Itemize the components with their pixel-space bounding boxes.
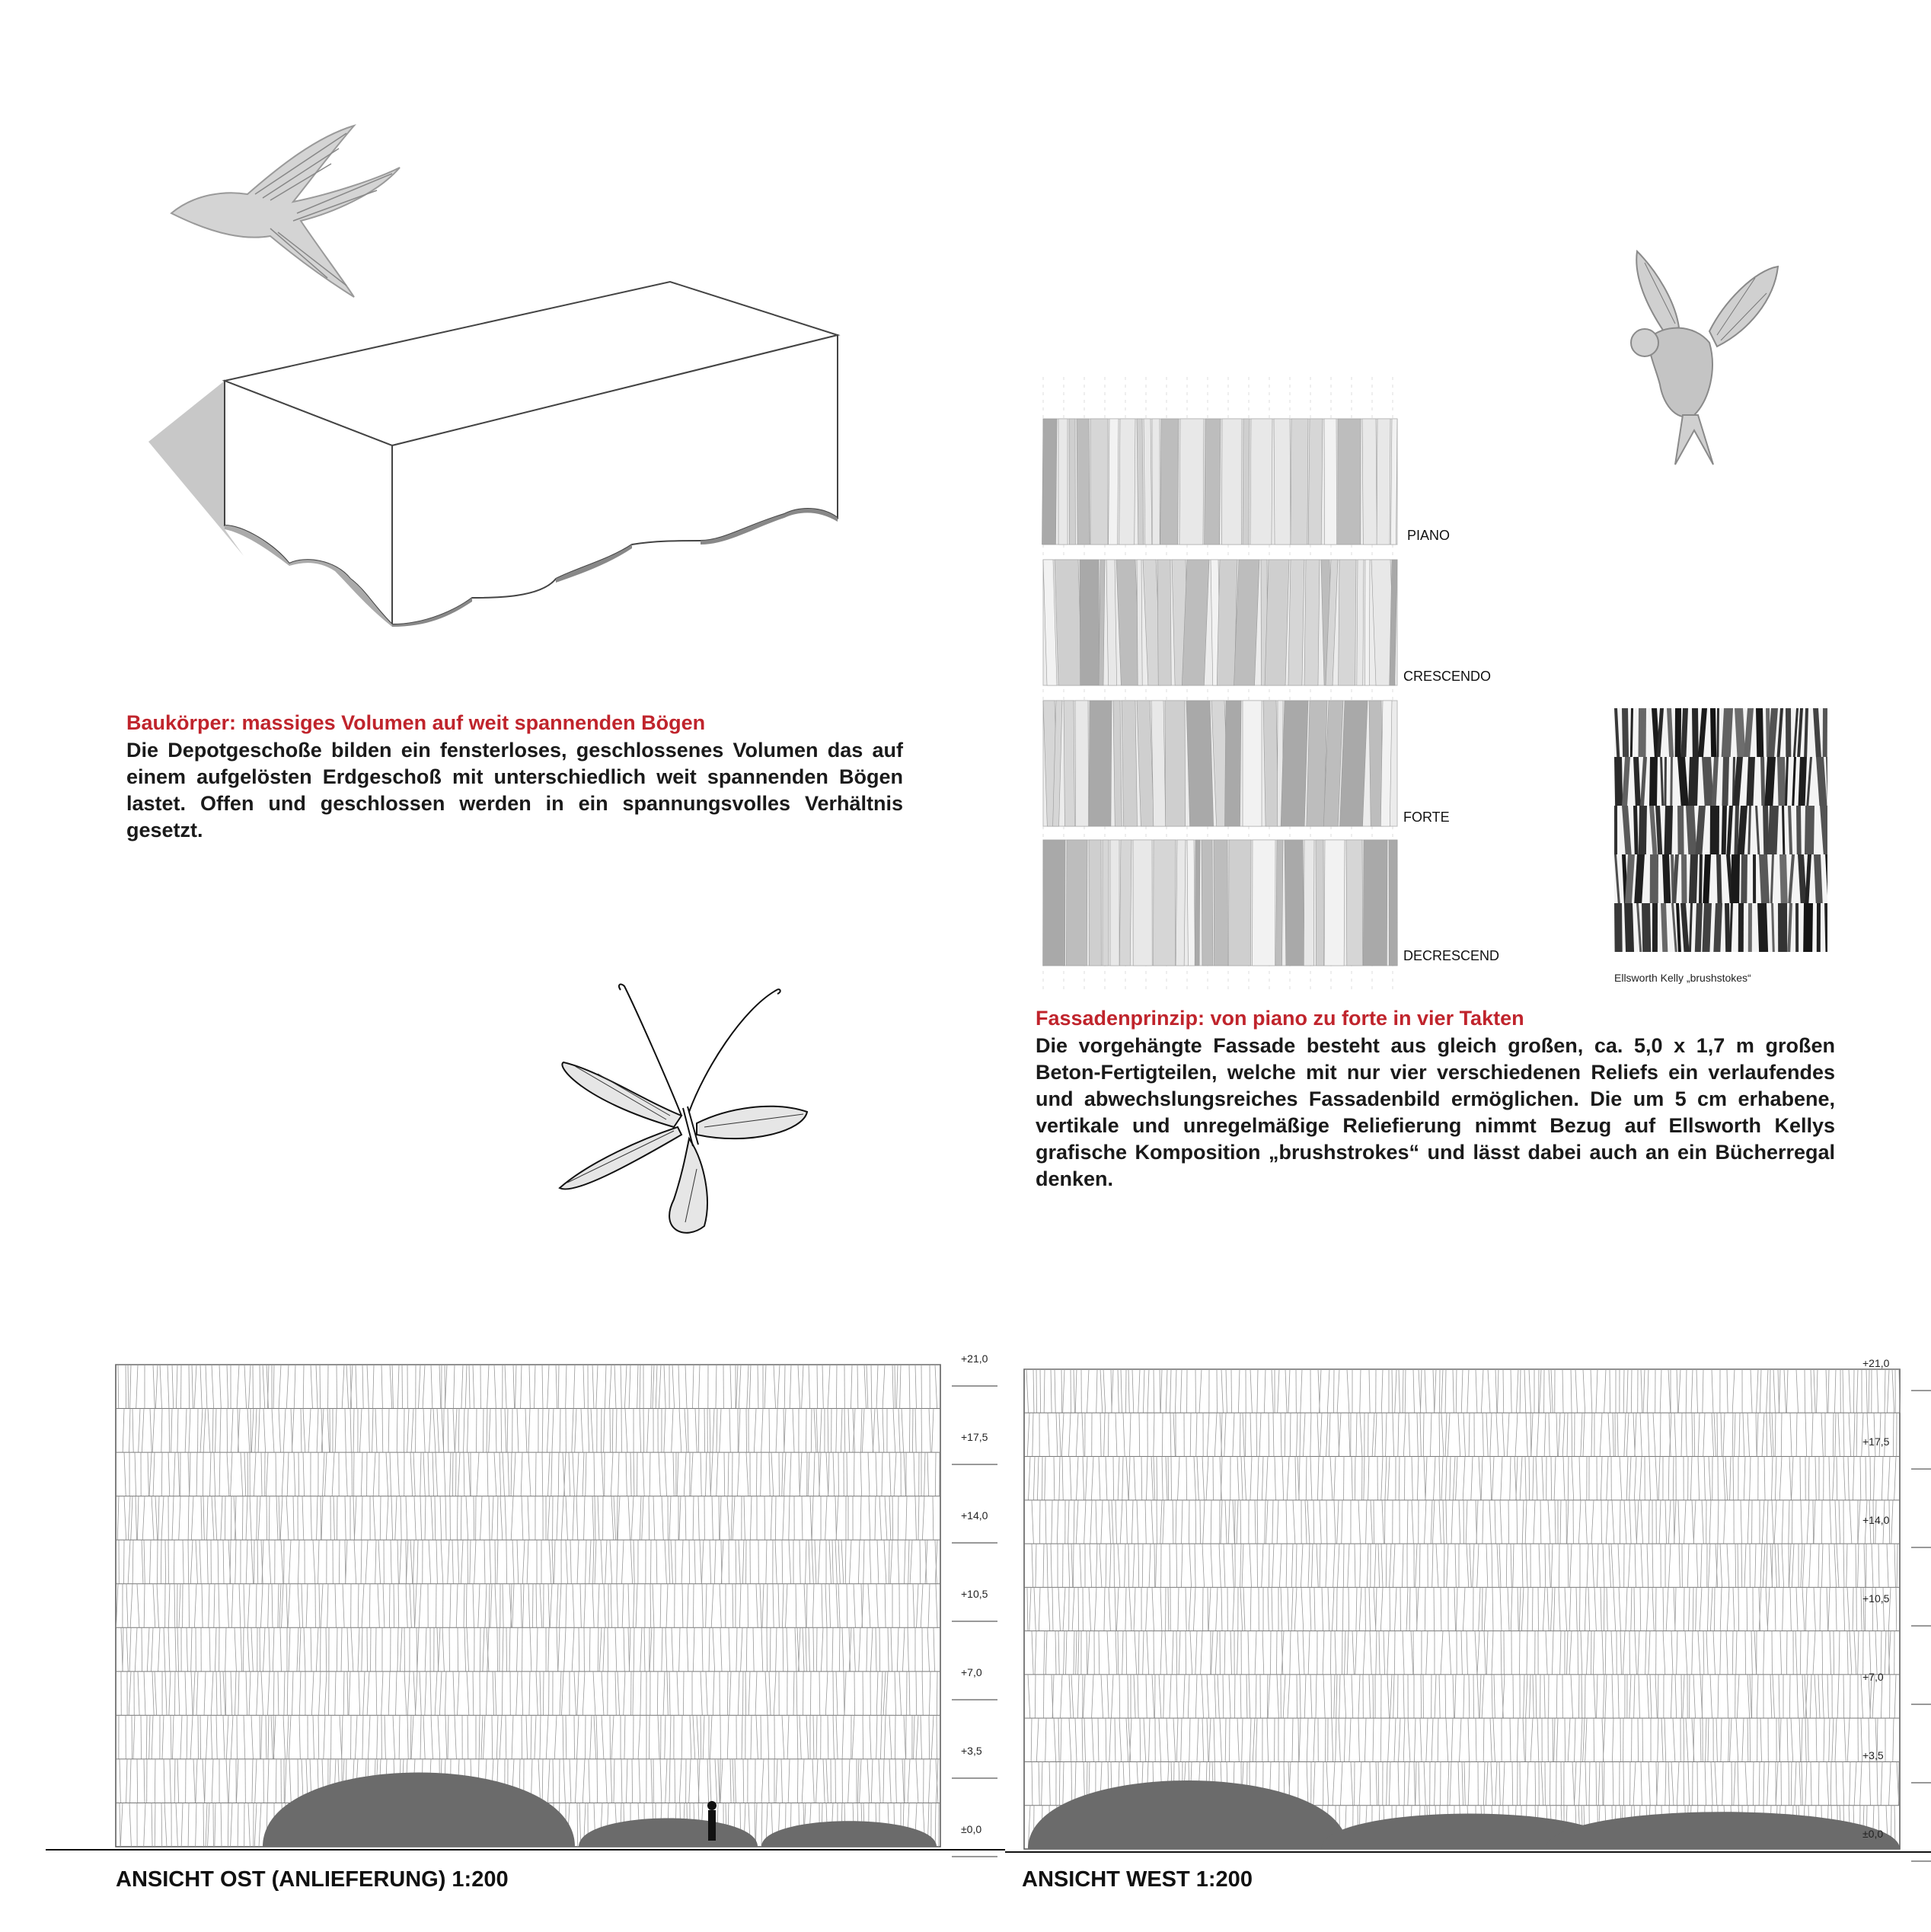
east-level-0: ±0,0 — [961, 1823, 982, 1835]
east-level-21: +21,0 — [961, 1352, 988, 1365]
east-level-10: +10,5 — [961, 1588, 988, 1600]
elevation-west — [1005, 1344, 1931, 1862]
east-level-14: +14,0 — [961, 1509, 988, 1522]
band-label-decrescend: DECRESCEND — [1403, 948, 1500, 963]
band-label-forte: FORTE — [1403, 810, 1450, 825]
west-level-0: ±0,0 — [1862, 1828, 1884, 1840]
west-level-7: +7,0 — [1862, 1671, 1884, 1683]
massing-isometric — [145, 278, 853, 628]
east-level-3: +3,5 — [961, 1745, 982, 1757]
massing-heading: Baukörper: massiges Volumen auf weit spannenden Bögen — [126, 711, 706, 734]
west-elevation-caption: ANSICHT WEST 1:200 — [1022, 1867, 1253, 1892]
facade-heading: Fassadenprinzip: von piano zu forte in vier Takten — [1036, 1007, 1524, 1030]
west-level-10: +10,5 — [1862, 1592, 1890, 1605]
facade-text: Die vorgehängte Fassade besteht aus gleich großen, ca. 5,0 x 1,7 m großen Beton-Fertigteilen, welche mit nur vier verschiedenen Reliefs ein verlaufendes und abwechslungsreiches Fassadenbild ermöglichen. Die um 5 cm erhabene, vertikale und unregelmäßige Reliefierung nimmt Bezug auf Ellsworth Kellys grafische Komposition „brushstrokes“ und lässt dabei auch an ein Bücherregal denken. — [1036, 1034, 1835, 1190]
brushstrokes-caption: Ellsworth Kelly „brushstokes“ — [1614, 972, 1751, 984]
facade-bands — [1036, 377, 1492, 994]
elevation-east — [46, 1344, 1005, 1862]
west-level-21: +21,0 — [1862, 1357, 1890, 1369]
insect-sketch — [552, 979, 811, 1253]
brushstrokes-reference — [1614, 708, 1827, 952]
west-level-14: +14,0 — [1862, 1514, 1890, 1526]
swallow-sketch — [164, 122, 415, 305]
band-label-piano: PIANO — [1407, 528, 1451, 543]
west-level-3: +3,5 — [1862, 1749, 1884, 1761]
east-level-7: +7,0 — [961, 1666, 982, 1678]
massing-text: Die Depotgeschoße bilden ein fensterloses, geschlossenes Volumen das auf einem aufgelösten Erdgeschoß mit unterschiedlich weit spannenden Bögen lastet. Offen und geschlossen werden in ein spannungsvolles Verhältnis gesetzt. — [126, 739, 903, 841]
west-level-17: +17,5 — [1862, 1435, 1890, 1448]
east-level-17: +17,5 — [961, 1431, 988, 1443]
band-label-crescendo: CRESCENDO — [1403, 669, 1492, 684]
east-elevation-caption: ANSICHT OST (ANLIEFERUNG) 1:200 — [116, 1867, 509, 1892]
sparrow-sketch — [1603, 247, 1786, 468]
